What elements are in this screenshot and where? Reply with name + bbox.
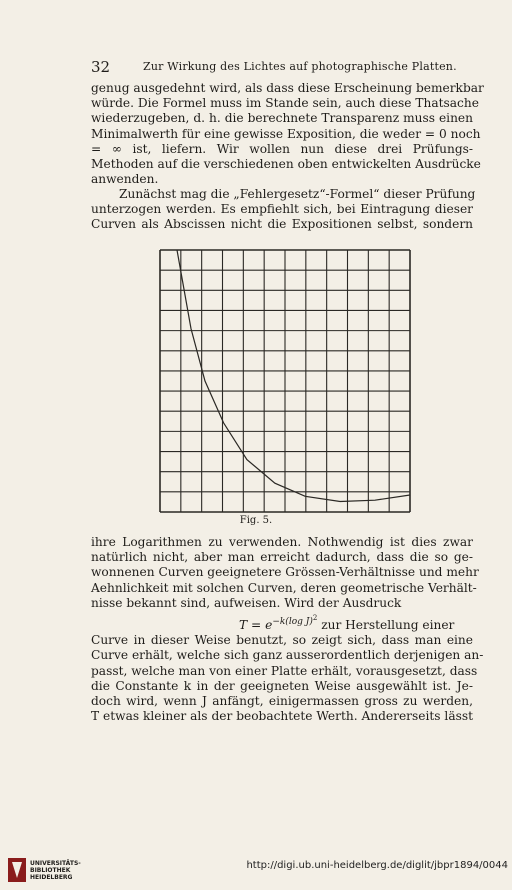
text-line: Curve erhält, welche sich ganz ausserordentlich derjenigen an- xyxy=(91,648,484,663)
library-name-line: BIBLIOTHEK xyxy=(30,867,71,874)
text-line: ihre Logarithmen zu verwenden. Nothwendig ist dies zwar xyxy=(91,535,473,549)
text-line: nisse bekannt sind, aufweisen. Wird der Ausdruck xyxy=(91,595,402,610)
text-line: T etwas kleiner als der beobachtete Werth. Andererseits lässt xyxy=(91,709,473,724)
transparency-curve xyxy=(177,250,410,502)
formula-line xyxy=(91,611,473,633)
figure-5 xyxy=(157,248,413,516)
formula-lhs: T = e xyxy=(239,618,273,633)
text-line: natürlich nicht, aber man erreicht dadurch, dass die so ge- xyxy=(91,550,473,565)
grid-lines xyxy=(160,250,410,512)
formula-rest: zur Herstellung einer xyxy=(317,618,455,633)
formula-exponent: −k(log J) xyxy=(272,617,313,628)
text-line: passt, welche man von einer Platte erhält, vorausgesetzt, dass xyxy=(91,663,478,678)
text-line: = ∞ ist, liefern. Wir wollen nun diese drei Prüfungs- xyxy=(91,141,473,156)
paragraph-1 xyxy=(91,81,484,187)
paragraph-3 xyxy=(91,535,484,725)
text-line: unterzogen werden. Es empfiehlt sich, bei Eintragung dieser xyxy=(91,202,473,217)
library-name-line: HEIDELBERG xyxy=(30,874,73,881)
grid-chart xyxy=(157,248,413,516)
library-logo-icon xyxy=(8,858,26,882)
text-line: genug ausgedehnt wird, als dass diese Erscheinung bemerkbar xyxy=(91,81,484,95)
page-header xyxy=(91,58,471,76)
text-line: Curven als Abscissen nicht die Expositionen selbst, sondern xyxy=(91,217,473,232)
text-line: wonnenen Curven geeignetere Grössen-Verhältnisse und mehr xyxy=(91,565,479,580)
source-link[interactable]: http://digi.ub.uni-heidelberg.de/diglit/jbpr1894/0044 xyxy=(246,860,508,871)
text-line: doch wird, wenn J anfängt, einigermassen gross zu werden, xyxy=(91,694,473,709)
text-line: Aehnlichkeit mit solchen Curven, deren geometrische Verhält- xyxy=(91,580,477,595)
text-line: Curve in dieser Weise benutzt, so zeigt sich, dass man eine xyxy=(91,633,473,648)
formula-power: 2 xyxy=(312,614,318,623)
text-line: anwenden. xyxy=(91,172,159,187)
footer xyxy=(0,852,512,890)
running-title: Zur Wirkung des Lichtes auf photographische Platten. xyxy=(143,60,457,73)
library-name xyxy=(30,860,81,881)
text-line: Methoden auf die verschiedenen oben entwickelten Ausdrücke xyxy=(91,157,481,172)
text-line: die Constante k in der geeigneten Weise ausgewählt ist. Je- xyxy=(91,678,473,693)
library-name-line: UNIVERSITÄTS- xyxy=(30,860,81,867)
paragraph-2 xyxy=(91,187,476,233)
text-line: Minimalwerth für eine gewisse Exposition, die weder = 0 noch xyxy=(91,126,481,141)
page-number: 32 xyxy=(91,58,111,76)
text-line: Zunächst mag die „Fehlergesetz“-Formel“ dieser Prüfung xyxy=(119,187,476,201)
figure-caption: Fig. 5. xyxy=(239,515,273,526)
text-line: wiederzugeben, d. h. die berechnete Transparenz muss einen xyxy=(91,111,473,126)
text-line: würde. Die Formel muss im Stande sein, auch diese Thatsache xyxy=(91,96,479,111)
